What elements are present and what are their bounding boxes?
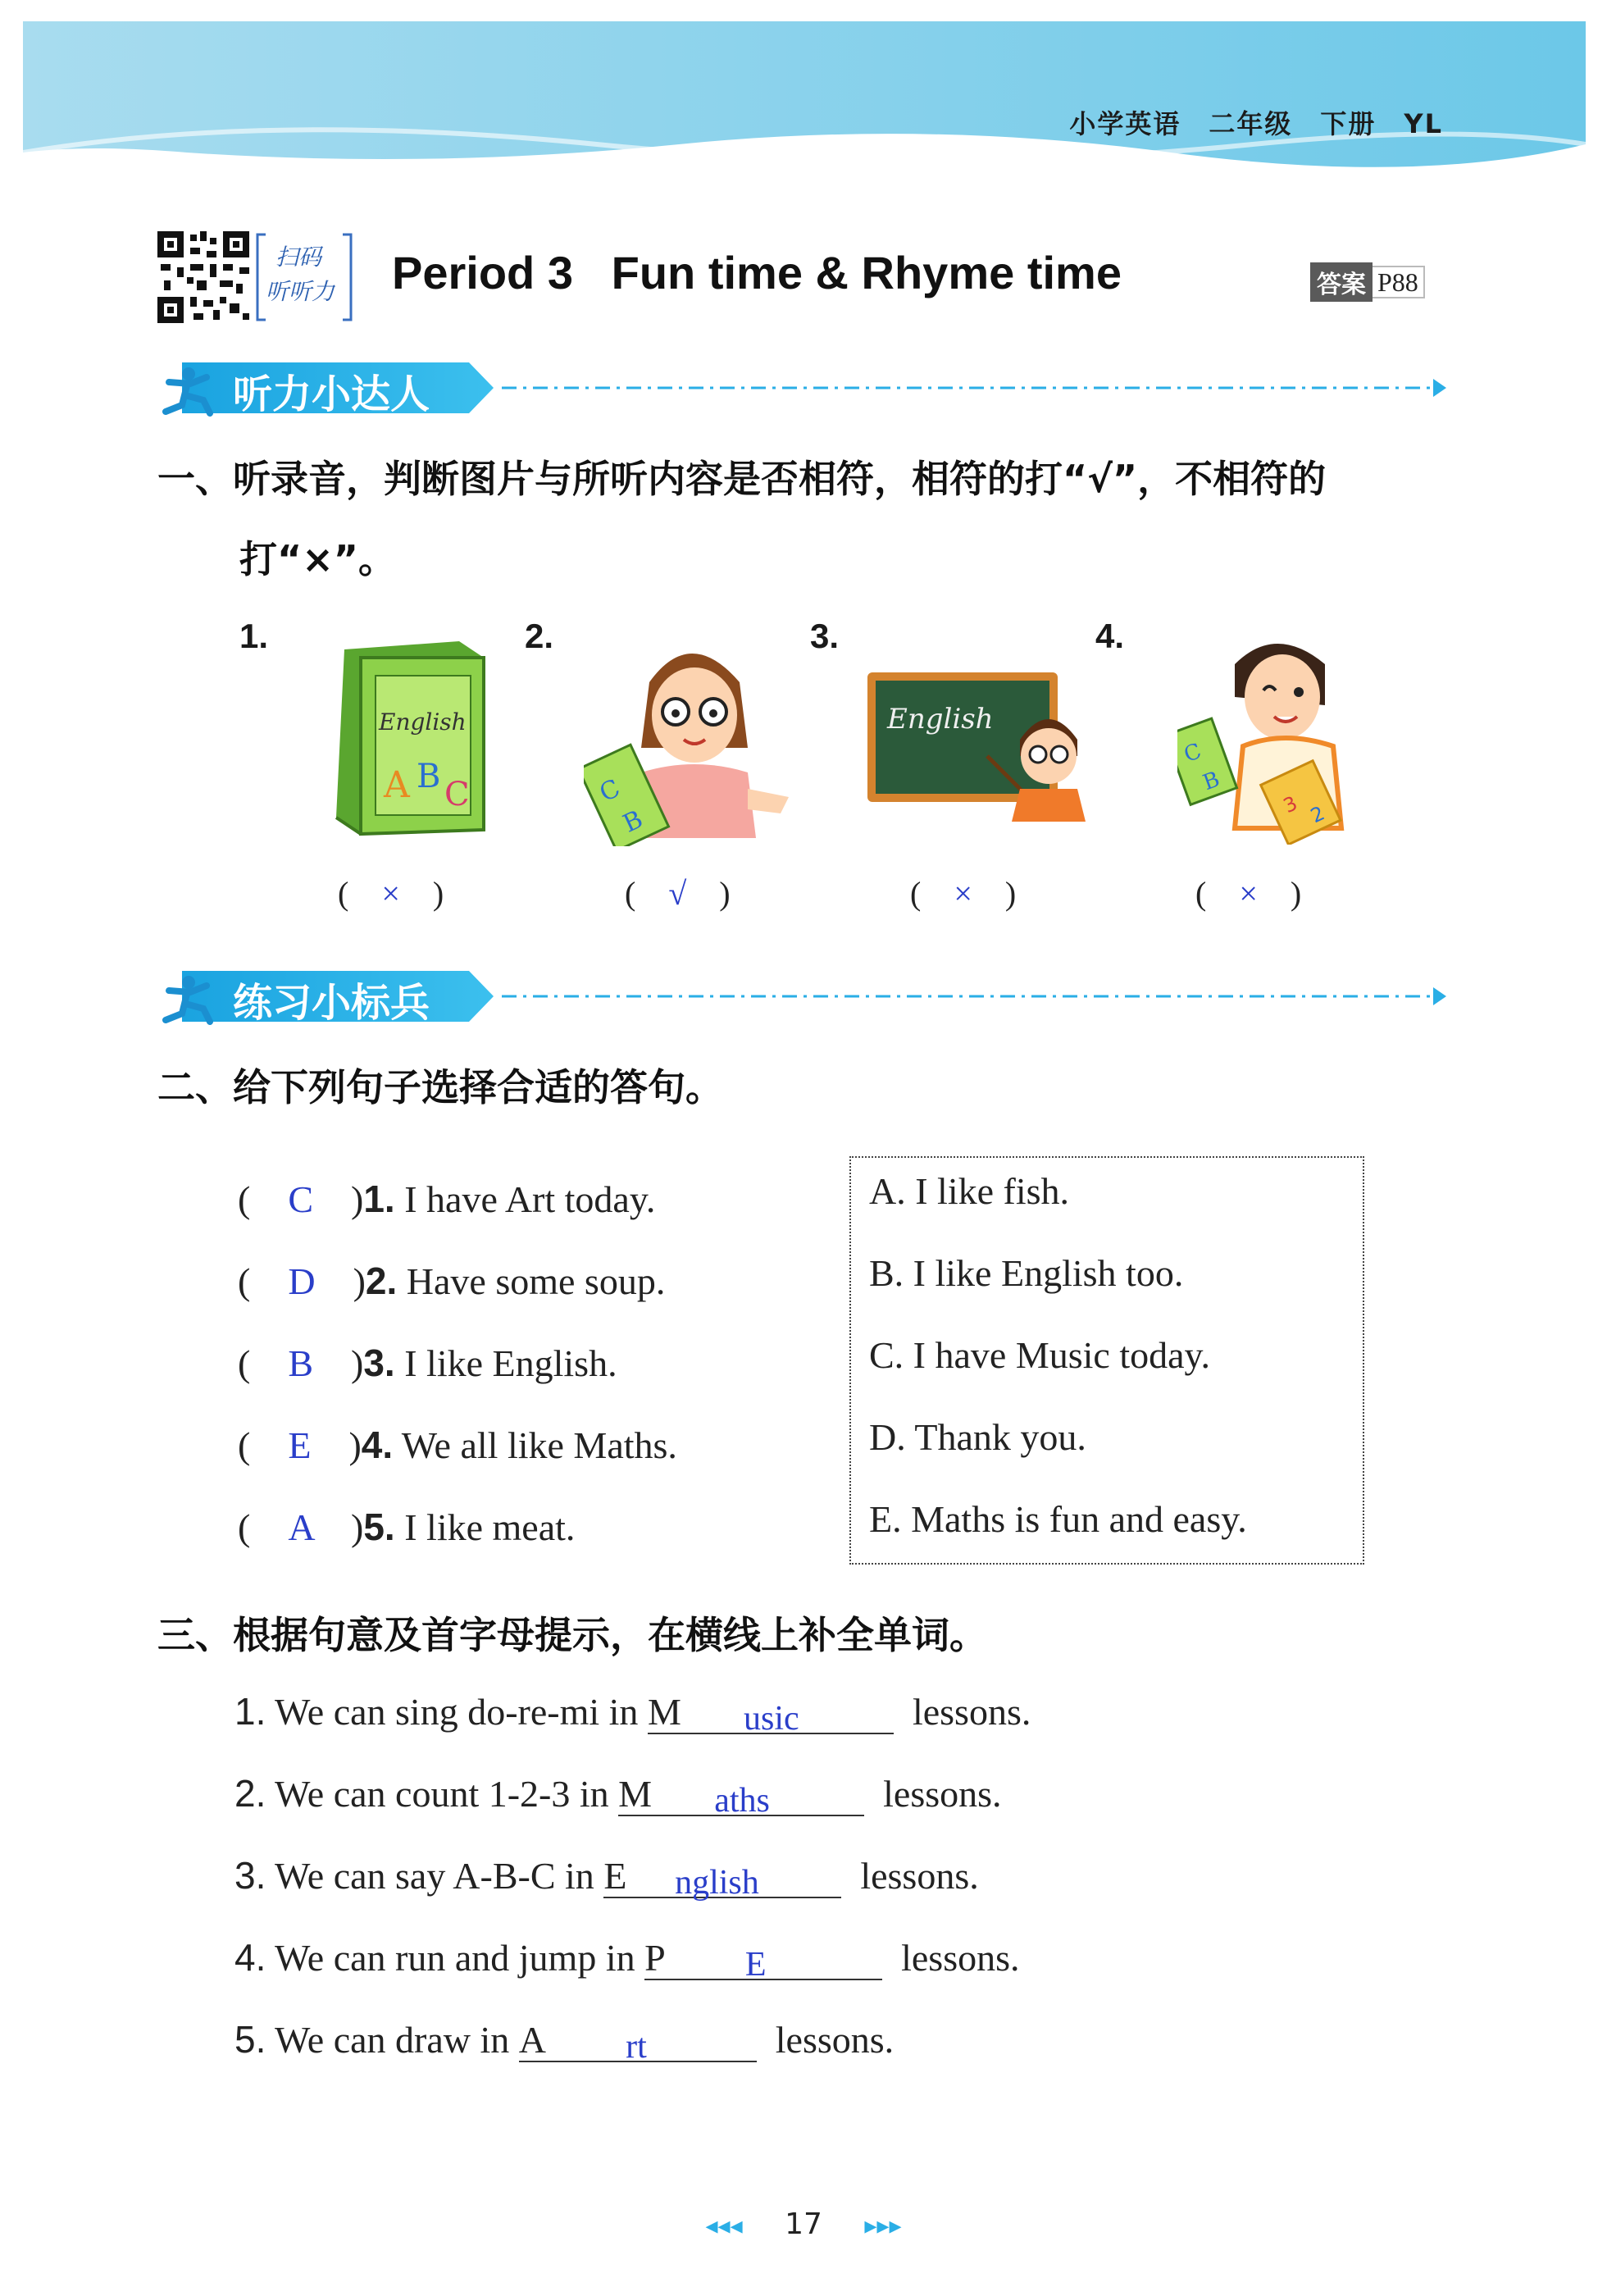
part1-instruction-line2: 打“×”。 [239, 537, 397, 581]
item3-answer[interactable]: ( × ) [910, 875, 1017, 912]
blank-4[interactable]: P E [644, 1936, 882, 1980]
blank-2[interactable]: M aths [618, 1772, 864, 1816]
scan-to-listen-label [256, 231, 353, 323]
page-title: Period 3 Fun time & Rhyme time [392, 247, 1122, 298]
blank-1[interactable]: M usic [648, 1690, 894, 1734]
next-page-icon[interactable]: ▸▸▸ [864, 2212, 902, 2240]
answer-page-tag [1310, 264, 1425, 300]
boy-at-blackboard-picture [864, 666, 1094, 822]
part3-item-5: 5. We can draw in A rt lessons. [234, 2018, 895, 2066]
svg-text:B: B [417, 758, 441, 795]
svg-text:C: C [595, 773, 625, 809]
option-c: C. I have Music today. [869, 1334, 1211, 1376]
part2-answer-3[interactable]: B [288, 1342, 314, 1384]
svg-text:B: B [618, 804, 648, 839]
boy-with-books-picture [1177, 631, 1358, 845]
english-book-picture [328, 633, 492, 838]
item2-answer[interactable]: ( √ ) [625, 875, 731, 912]
board-text: English [887, 703, 994, 736]
part1-instruction-line1: 一、听录音，判断图片与所听内容是否相符，相符的打“√”，不相符的 [157, 457, 1327, 501]
girl-with-book-picture [584, 633, 805, 846]
part2-question-1: ( C )1. I have Art today. [238, 1178, 656, 1220]
header-band [23, 21, 1586, 177]
part2-answer-1[interactable]: C [288, 1178, 314, 1220]
option-d: D. Thank you. [869, 1416, 1086, 1458]
section-banner-practice [157, 968, 1451, 1025]
svg-text:A: A [384, 764, 410, 806]
part2-answer-5[interactable]: A [288, 1506, 314, 1548]
page-footer [0, 2207, 1607, 2241]
prev-page-icon[interactable]: ◂◂◂ [705, 2212, 743, 2240]
item2-number: 2. [525, 617, 554, 655]
svg-text:C: C [1181, 739, 1205, 768]
part3-item-2: 2. We can count 1-2-3 in M aths lessons. [234, 1772, 1002, 1820]
part2-answer-2[interactable]: D [288, 1260, 316, 1302]
item4-number: 4. [1095, 617, 1125, 655]
item4-answer[interactable]: ( × ) [1195, 875, 1302, 912]
section-banner-listening [157, 359, 1451, 417]
qr-code-icon[interactable] [157, 231, 249, 323]
scan-line-2: 听听力 [266, 278, 335, 305]
part2-instruction: 二、给下列句子选择合适的答句。 [157, 1065, 723, 1109]
part2-question-4: ( E )4. We all like Maths. [238, 1424, 677, 1466]
page-number: 17 [785, 2207, 822, 2241]
part2-question-5: ( A )5. I like meat. [238, 1506, 576, 1548]
header-info: 小学英语 二年级 下册 YL [1069, 108, 1443, 139]
blank-3[interactable]: E nglish [603, 1854, 841, 1898]
option-b: B. I like English too. [869, 1252, 1184, 1294]
item1-answer[interactable]: ( × ) [338, 875, 444, 912]
item3-number: 3. [810, 617, 840, 655]
section-title-practice: 练习小标兵 [233, 980, 430, 1026]
part2-question-3: ( B )3. I like English. [238, 1342, 617, 1384]
part3-item-4: 4. We can run and jump in P E lessons. [234, 1936, 1020, 1984]
scan-line-1: 扫码 [275, 244, 322, 271]
svg-text:2: 2 [1307, 801, 1328, 828]
svg-text:C: C [444, 776, 470, 813]
section-title-listening: 听力小达人 [233, 371, 430, 417]
part2-answer-4[interactable]: E [288, 1424, 312, 1466]
answer-label: 答案 [1310, 262, 1373, 302]
option-a: A. I like fish. [869, 1170, 1070, 1212]
part3-item-3: 3. We can say A-B-C in E nglish lessons. [234, 1854, 979, 1902]
part2-question-2: ( D )2. Have some soup. [238, 1260, 666, 1302]
part3-instruction: 三、根据句意及首字母提示，在横线上补全单词。 [157, 1613, 987, 1657]
part3-item-1: 1. We can sing do-re-mi in M usic lessons. [234, 1690, 1031, 1738]
answer-page: P88 [1373, 266, 1425, 298]
svg-text:3: 3 [1279, 791, 1301, 818]
svg-text:B: B [1200, 767, 1223, 796]
item1-number: 1. [239, 617, 269, 655]
option-e: E. Maths is fun and easy. [869, 1498, 1247, 1540]
book-text: English [379, 708, 467, 736]
blank-5[interactable]: A rt [519, 2018, 757, 2062]
